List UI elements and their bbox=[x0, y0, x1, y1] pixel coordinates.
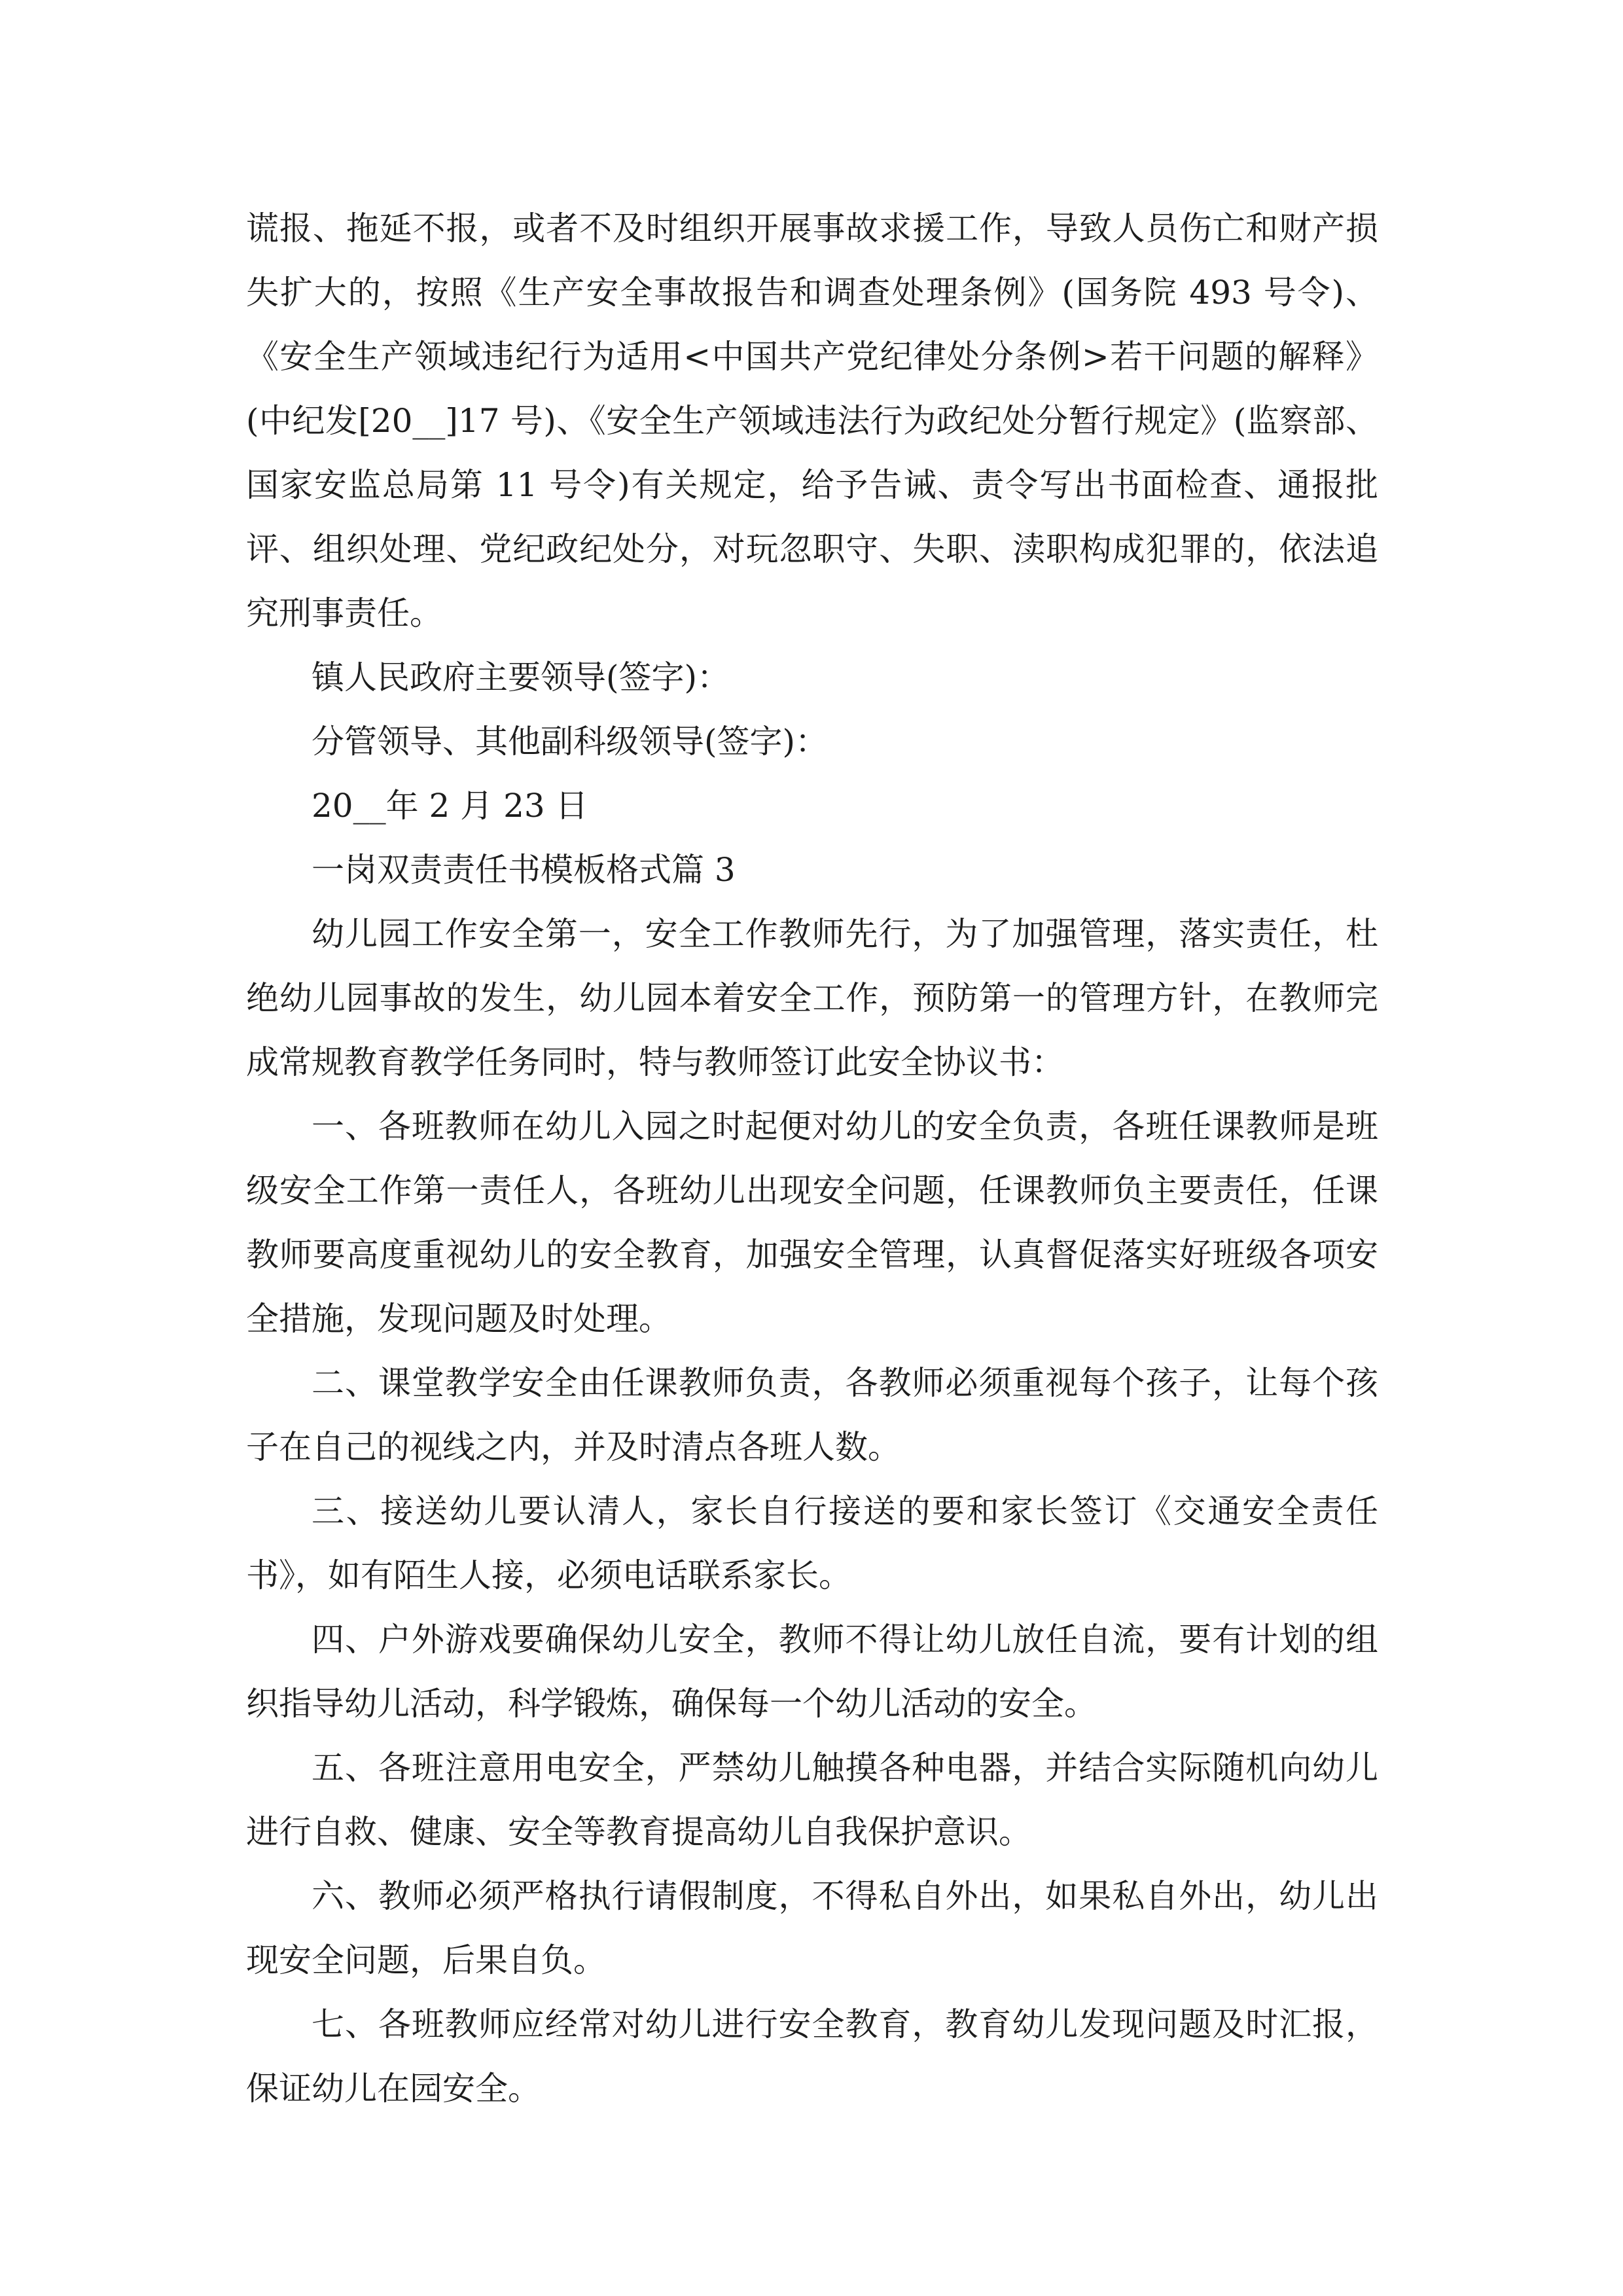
document-body bbox=[246, 196, 1378, 2121]
signature-line-main-leader: 镇人民政府主要领导(签字)： bbox=[312, 658, 730, 696]
paragraph-item-6: 六、教师必须严格执行请假制度，不得私自外出，如果私自外出，幼儿出现安全问题，后果自负。 bbox=[246, 1877, 1378, 1979]
section-title: 一岗双责责任书模板格式篇 3 bbox=[312, 851, 736, 889]
paragraph-item-5: 五、各班注意用电安全，严禁幼儿触摸各种电器，并结合实际随机向幼儿进行自救、健康、安全等教育提高幼儿自我保护意识。 bbox=[246, 1749, 1378, 1851]
paragraph-item-2: 二、课堂教学安全由任课教师负责，各教师必须重视每个孩子，让每个孩子在自己的视线之内，并及时清点各班人数。 bbox=[246, 1364, 1378, 1466]
paragraph-item-7: 七、各班教师应经常对幼儿进行安全教育，教育幼儿发现问题及时汇报，保证幼儿在园安全。 bbox=[246, 2005, 1378, 2108]
document-date: 20__年 2 月 23 日 bbox=[312, 787, 588, 825]
paragraph-penalty-clause: 谎报、拖延不报，或者不及时组织开展事故求援工作，导致人员伤亡和财产损失扩大的，按照《生产安全事故报告和调查处理条例》(国务院 493 号令)、《安全生产领域违纪行为适用<中国共产党纪律处分条例>若干问题的解释》(中纪发[20__]17 号)、《安全生产领域违法行为政纪处分暂行规定》(监察部、国家安监总局第 11 号令)有关规定，给予告诫、责令写出书面检查、通报批评、组织处理、党纪政纪处分，对玩忽职守、失职、渎职构成犯罪的，依法追究刑事责任。 bbox=[246, 209, 1378, 632]
paragraph-item-4: 四、户外游戏要确保幼儿安全，教师不得让幼儿放任自流，要有计划的组织指导幼儿活动，科学锻炼，确保每一个幼儿活动的安全。 bbox=[246, 1621, 1378, 1723]
paragraph-intro: 幼儿园工作安全第一，安全工作教师先行，为了加强管理，落实责任，杜绝幼儿园事故的发生，幼儿园本着安全工作，预防第一的管理方针，在教师完成常规教育教学任务同时，特与教师签订此安全协议书： bbox=[246, 915, 1378, 1081]
signature-line-deputy-leaders: 分管领导、其他副科级领导(签字)： bbox=[312, 723, 829, 761]
paragraph-item-3: 三、接送幼儿要认清人，家长自行接送的要和家长签订《交通安全责任书》，如有陌生人接，必须电话联系家长。 bbox=[246, 1492, 1378, 1594]
paragraph-item-1: 一、各班教师在幼儿入园之时起便对幼儿的安全负责，各班任课教师是班级安全工作第一责任人，各班幼儿出现安全问题，任课教师负主要责任，任课教师要高度重视幼儿的安全教育，加强安全管理，认真督促落实好班级各项安全措施，发现问题及时处理。 bbox=[246, 1107, 1378, 1338]
